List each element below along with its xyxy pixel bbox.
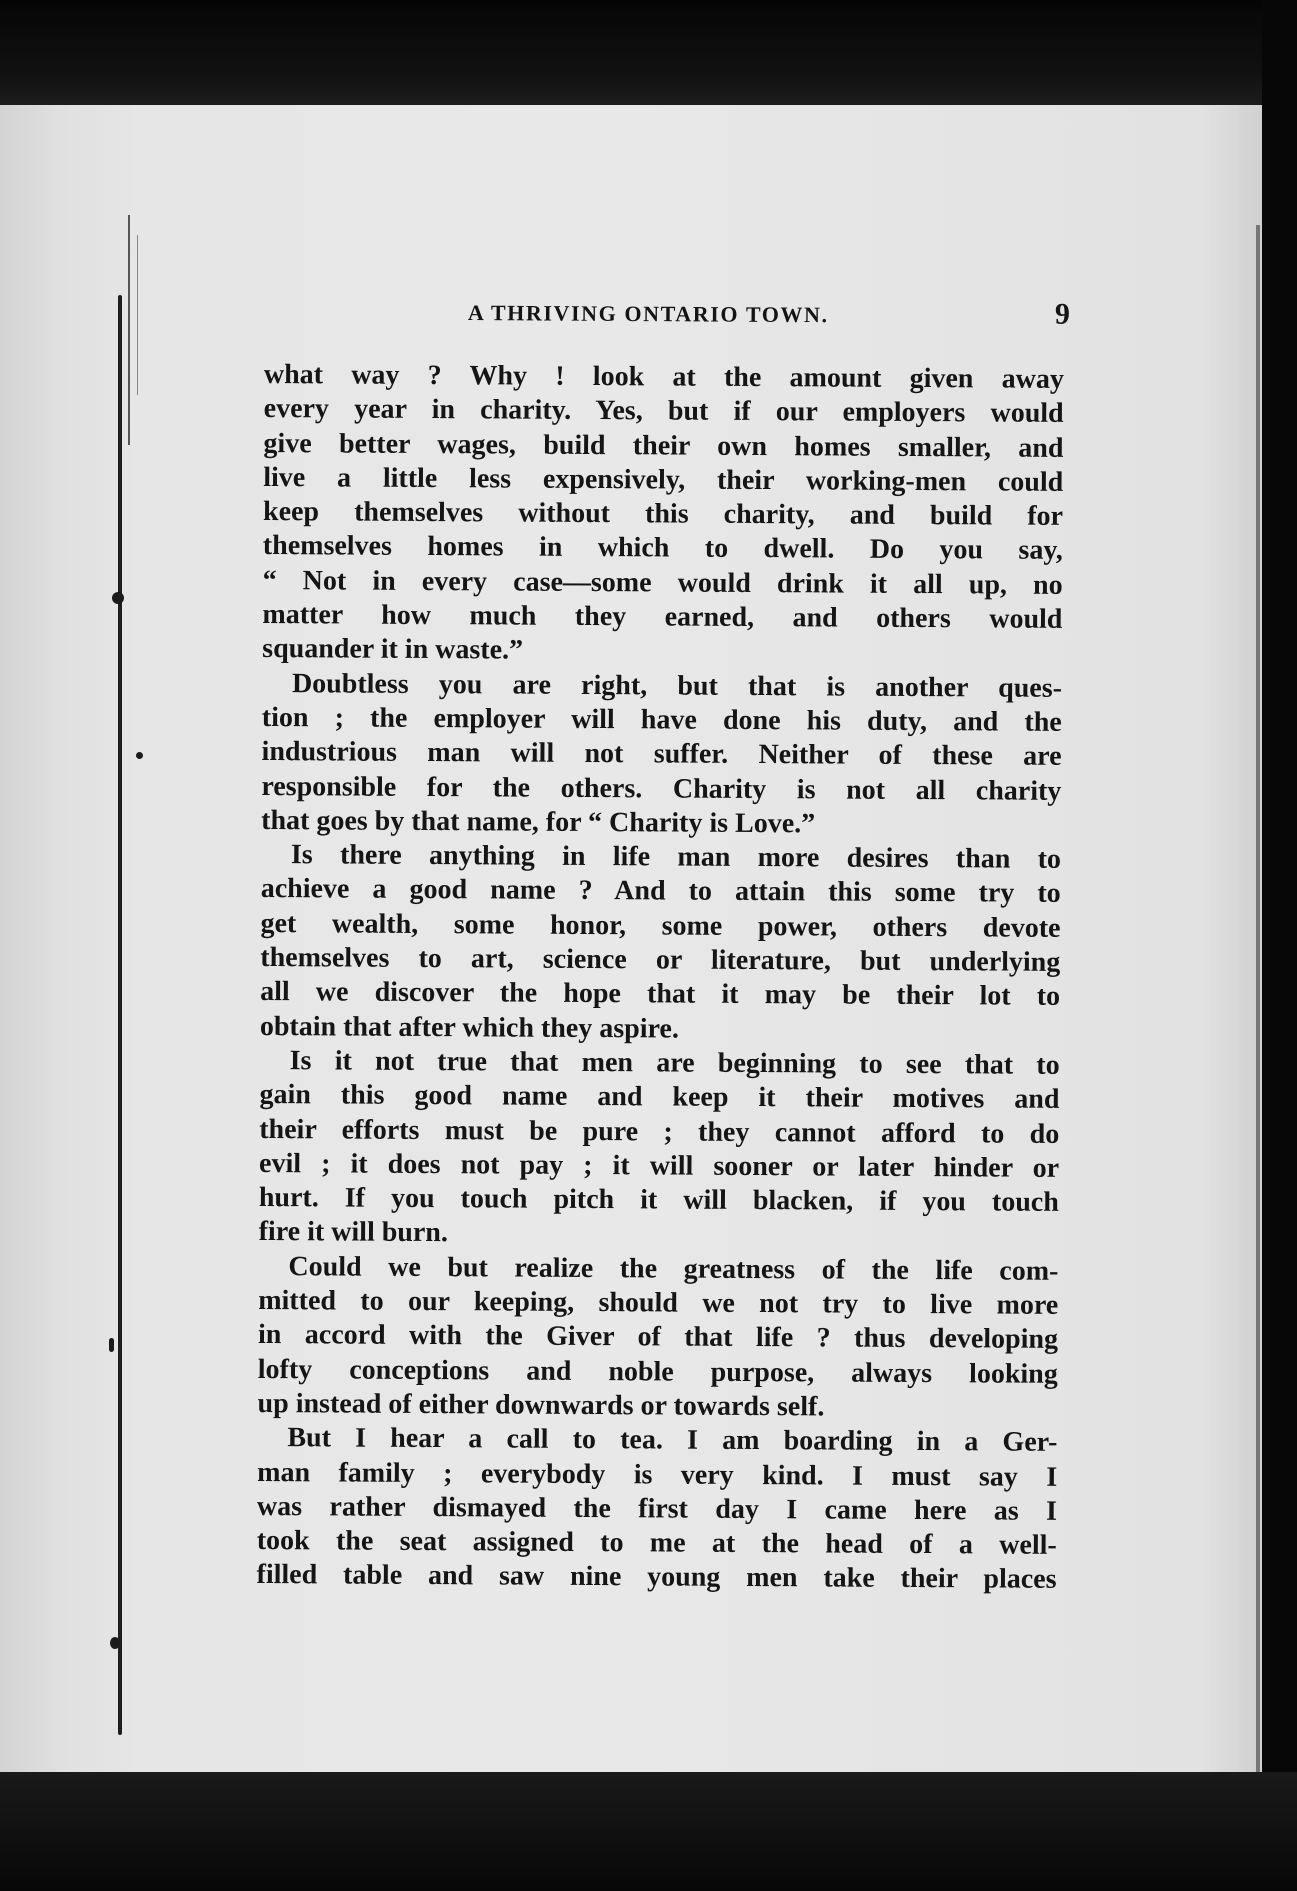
text-line: But I hear a call to tea. I am boarding in a Ger- [287,1422,1058,1459]
page-right-edge [1256,225,1260,1865]
ink-blot [136,752,143,759]
text-line: Could we but realize the greatness of the life com- [288,1250,1059,1287]
text-line: fire it will burn. [258,1216,449,1249]
text-line: in accord with the Giver of that life ? thus developing [257,1319,1059,1356]
text-line: man family ; everybody is very kind. I must say I [257,1456,1058,1493]
film-frame-top [0,0,1297,105]
text-line: themselves homes in which to dwell. Do you say, [262,530,1063,567]
ink-blot [112,592,124,604]
text-line: Doubtless you are right, but that is another ques- [291,667,1063,704]
text-line: matter how much they earned, and others would [262,599,1063,635]
text-line: tion ; the employer will have done his duty, and the [261,701,1062,738]
text-line: took the seat assigned to me at the head of a well- [256,1525,1057,1561]
text-line: Is there anything in life man more desires than to [290,839,1062,876]
text-line: that goes by that name, for “ Charity is Love.” [261,804,816,840]
page-number: 9 [1054,297,1071,331]
running-title: A THRIVING ONTARIO TOWN. [467,299,829,328]
text-line: filled table and saw nine young men take their places [256,1559,1057,1596]
text-line: evil ; it does not pay ; it will sooner or later hinder or [258,1147,1060,1184]
body-text [256,358,1064,1598]
gutter-binding-line [118,295,122,1735]
gutter-shadow-faint [137,235,138,395]
text-line: every year in charity. Yes, but if our employers would [263,393,1064,430]
text-line: hurt. If you touch pitch it will blacken, if you touch [258,1182,1059,1218]
text-line: mitted to our keeping, should we not try to live more [258,1284,1059,1321]
text-line: up instead of either downwards or towards self. [257,1387,825,1423]
text-line: “ Not in every case—some would drink it all up, no [262,564,1063,601]
film-frame-right [1262,0,1297,1891]
text-line: what way ? Why ! look at the amount given away [263,358,1064,395]
text-line: themselves to art, science or literature, but underlying [260,942,1061,978]
text-line: their efforts must be pure ; they cannot afford to do [259,1113,1060,1150]
text-line: obtain that after which they aspire. [259,1010,679,1045]
text-line: get wealth, some honor, some power, others devote [260,907,1061,944]
running-head [468,298,1070,336]
text-line: Is it not true that men are beginning to see that to [289,1045,1060,1081]
film-frame-bottom [0,1772,1297,1891]
text-line: responsible for the others. Charity is not all charity [261,770,1062,807]
text-line: live a little less expensively, their working-men could [263,461,1064,498]
text-line: squander it in waste.” [262,633,524,666]
text-line: give better wages, build their own homes smaller, and [263,427,1064,464]
ink-blot [110,1637,120,1649]
ink-blot [109,1338,114,1352]
text-line: keep themselves without this charity, and build for [262,496,1064,533]
text-line: gain this good name and keep it their motives and [259,1079,1060,1116]
text-line: lofty conceptions and noble purpose, always looking [257,1353,1058,1390]
text-line: all we discover the hope that it may be their lot to [260,976,1061,1013]
text-line: was rather dismayed the first day I came here as I [256,1490,1058,1527]
text-line: achieve a good name ? And to attain this some try to [260,873,1061,910]
gutter-shadow [128,215,130,445]
text-line: industrious man will not suffer. Neither of these are [261,736,1062,773]
